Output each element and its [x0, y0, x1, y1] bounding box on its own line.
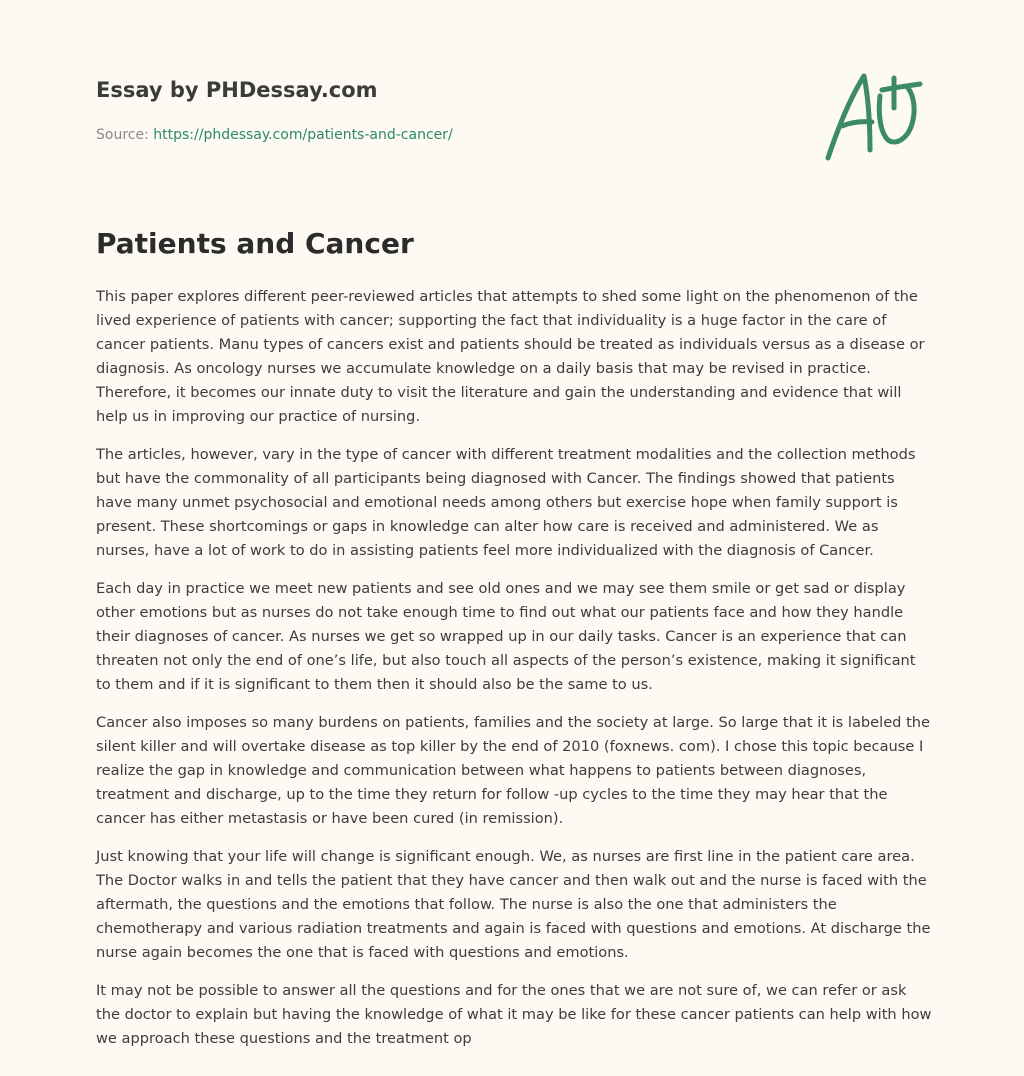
- essay-body: [96, 285, 932, 1065]
- document-header: [96, 76, 796, 144]
- a-plus-grade-icon: [820, 66, 932, 166]
- paragraph: This paper explores different peer-reviewed articles that attempts to shed some light on the phenomenon of the lived experience of patients with cancer; supporting the fact that individuality is a huge factor in the care of cancer patients. Manu types of cancers exist and patients should be treated as individuals versus as a disease or diagnosis. As oncology nurses we accumulate knowledge on a daily basis that may be revised in practice. Therefore, it becomes our innate duty to visit the literature and gain the understanding and evidence that will help us in improving our practice of nursing.: [96, 288, 925, 425]
- brand-title: Essay by PHDessay.com: [96, 78, 378, 102]
- paragraph: Each day in practice we meet new patients and see old ones and we may see them smile or get sad or display other emotions but as nurses do not take enough time to find out what our patients face and how they handle their diagnoses of cancer. As nurses we get so wrapped up in our daily tasks. Cancer is an experience that can threaten not only the end of one’s life, but also touch all aspects of the person’s existence, making it significant to them and if it is significant to them then it should also be the same to us.: [96, 580, 916, 693]
- paragraph: The articles, however, vary in the type of cancer with different treatment modalities and the collection methods but have the commonality of all participants being diagnosed with Cancer. The findings showed that patients have many unmet psychosocial and emotional needs among others but exercise hope when family support is present. These shortcomings or gaps in knowledge can alter how care is received and administered. We as nurses, have a lot of work to do in assisting patients feel more individualized with the diagnosis of Cancer.: [96, 446, 916, 559]
- source-label: Source:: [96, 127, 149, 143]
- page-title: Patients and Cancer: [96, 227, 414, 260]
- paragraph: Just knowing that your life will change is significant enough. We, as nurses are first line in the patient care area. The Doctor walks in and tells the patient that they have cancer and then walk out and the nurse is faced with the aftermath, the questions and the emotions that follow. The nurse is also the one that administers the chemotherapy and various radiation treatments and again is faced with questions and emotions. At discharge the nurse again becomes the one that is faced with questions and emotions.: [96, 848, 931, 961]
- source-link[interactable]: https://phdessay.com/patients-and-cancer/: [153, 127, 453, 143]
- paragraph: Cancer also imposes so many burdens on patients, families and the society at large. So large that it is labeled the silent killer and will overtake disease as top killer by the end of 2010 (foxnews. com). I chose this topic because I realize the gap in knowledge and communication between what happens to patients between diagnoses, treatment and discharge, up to the time they return for follow -up cycles to the time they may hear that the cancer has either metastasis or have been cured (in remission).: [96, 714, 931, 827]
- paragraph: It may not be possible to answer all the questions and for the ones that we are not sure of, we can refer or ask the doctor to explain but having the knowledge of what it may be like for these cancer patients can help with how we approach these questions and the treatment op: [96, 982, 932, 1047]
- source-line: [96, 126, 796, 144]
